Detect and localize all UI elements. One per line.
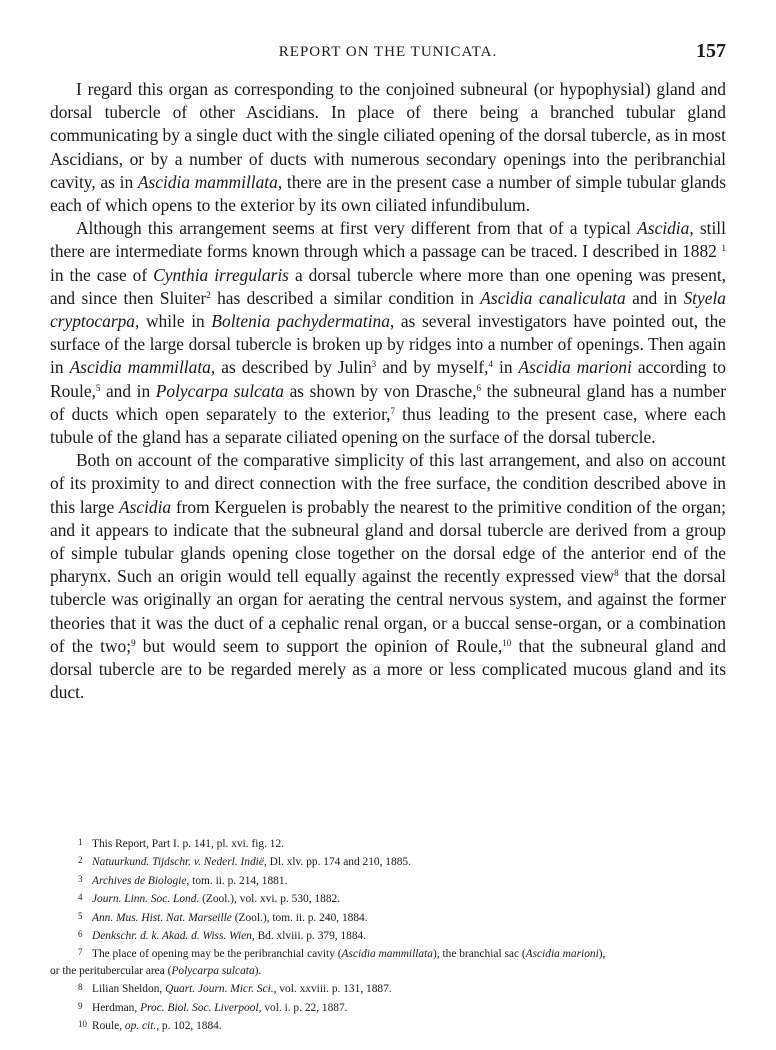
text-run: Although this arrangement seems at first very different from that of a typical (76, 218, 638, 239)
text-run: This Report, Part I. p. 141, pl. xvi. fig. 12. (92, 838, 285, 850)
text-run: that the subneural gland and dorsal tubercle are to be regarded merely as a more or less complicated mucous gland and its duct. (50, 635, 726, 703)
text-run: (Zool.), vol. xvi. p. 530, 1882. (199, 893, 341, 906)
italic-text: Ascidia canaliculata (480, 287, 626, 308)
footnote (50, 998, 726, 1016)
paragraph (50, 449, 726, 704)
italic-text: op. cit., (124, 1020, 160, 1033)
text-run: I regard this organ as corresponding to the conjoined subneural (or hypophysial) gland and dorsal tubercle of other Ascidians. In place of there being a branched tubular gland communicating by a single duct with the single ciliated opening of the dorsal tubercle, as in most Ascidians, or by a number of ducts with numerous secondary openings into the peribranchial cavity, as in (50, 79, 726, 192)
italic-text: Ascidia marioni (518, 357, 632, 378)
footnote-mark: 3 (78, 873, 83, 884)
text-run: p. 102, 1884. (159, 1020, 222, 1033)
text-run: in (492, 357, 519, 378)
text-run: but would seem to support the opinion of Roule, (135, 635, 503, 656)
text-run: as several investigators have pointed out, the surface of the large dorsal tubercle is broken up by ridges into a number of openings. Then again in (50, 311, 726, 378)
page-number: 157 (696, 40, 726, 62)
italic-text: Cynthia irregularis (153, 264, 289, 285)
italic-text: Quart. Journ. Micr. Sci., (165, 983, 277, 996)
footnote (50, 1016, 726, 1034)
text-run: while in (139, 311, 212, 332)
text-run: according to Roule, (50, 357, 726, 401)
footnote-mark: 2 (78, 855, 83, 866)
footnote-mark: 9 (78, 1000, 83, 1011)
text-run: has described a similar condition in (210, 287, 481, 308)
text-run: and by myself, (376, 357, 489, 378)
footnote-mark: 4 (78, 892, 83, 903)
text-run: thus leading to the present case, where each tubule of the gland has a separate ciliated opening on the surface of the dorsal tubercle. (50, 403, 726, 448)
text-run: Lilian Sheldon, (92, 983, 166, 996)
footnote-ref: 9 (131, 637, 136, 648)
text-run: ), the branchial sac ( (432, 948, 526, 961)
paragraph (50, 78, 726, 217)
text-run: as shown by von Drasche, (284, 380, 477, 401)
footnote (50, 852, 726, 870)
footnote-mark: 1 (78, 837, 83, 847)
text-run: as described by Julin (215, 357, 372, 378)
page-header (50, 40, 726, 66)
text-run: The place of opening may be the peribranchial cavity ( (92, 948, 342, 961)
text-run: Dl. xlv. pp. 174 and 210, 1885. (266, 856, 411, 869)
footnote (50, 963, 726, 979)
footnote-mark: 6 (78, 929, 83, 940)
paragraph (50, 217, 726, 449)
text-run: from Kerguelen is probably the nearest to the primitive condition of the organ; and it appears to indicate that the subneural gland and dorsal tubercle are derived from a group of simple tubular glands opening close together on the dorsal edge of the anterior end of the pharynx. Such an origin would tell equally against the recently expressed view (50, 496, 726, 587)
italic-text: Ascidia mammillata (341, 948, 433, 961)
italic-text: Polycarpa sulcata (155, 380, 284, 401)
footnote-mark: 8 (78, 982, 83, 993)
text-run: a dorsal tubercle where more than one opening was present, and since then Sluiter (50, 264, 727, 308)
text-run: in the case of (50, 264, 154, 285)
text-run: vol. xxviii. p. 131, 1887. (276, 983, 392, 996)
italic-text: Proc. Biol. Soc. Liverpool, (140, 1001, 262, 1014)
text-run: (Zool.), tom. ii. p. 240, 1884. (231, 911, 368, 924)
footnote-ref: 1 (721, 243, 726, 254)
text-run: ). (254, 964, 262, 977)
footnote-ref: 4 (488, 359, 493, 370)
footnote-mark: 7 (78, 947, 83, 958)
text-run: or the peritubercular area ( (50, 964, 172, 977)
text-run: Roule, (92, 1020, 125, 1033)
footnote-ref: 7 (390, 405, 396, 416)
text-run: Bd. xlviii. p. 379, 1884. (254, 930, 367, 943)
italic-text: Natuurkund. Tijdschr. v. Nederl. Indië, (92, 856, 267, 869)
italic-text: Boltenia pachydermatina, (211, 311, 395, 332)
footnote-ref: 6 (476, 382, 482, 393)
footnote (50, 908, 726, 926)
italic-text: Ascidia mammillata, (69, 357, 216, 378)
italic-text: Journ. Linn. Soc. Lond. (92, 893, 200, 906)
italic-text: Ascidia mammillata, (137, 171, 283, 192)
text-run: ), (598, 948, 606, 961)
italic-text: Ascidia, (637, 218, 694, 239)
footnote-ref: 3 (371, 359, 377, 370)
running-title: REPORT ON THE TUNICATA. (278, 44, 498, 60)
footnote (50, 944, 726, 962)
footnote (50, 979, 726, 997)
text-run: there are in the present case a number of simple tubular glands each of which opens to the exterior by its own ciliated infundibulum. (50, 171, 726, 216)
footnote (50, 889, 726, 907)
footnote-mark: 5 (78, 910, 83, 921)
footnotes (50, 834, 726, 1034)
italic-text: Ann. Mus. Hist. Nat. Marseille (92, 911, 232, 924)
text-run: Herdman, (92, 1001, 141, 1014)
footnote-ref: 8 (614, 568, 619, 579)
text-run: Both on account of the comparative simplicity of this last arrangement, and also on account of its proximity to and direct connection with the free surface, the condition described above in this large (50, 450, 726, 517)
text-run: the subneural gland has a number of ducts which open separately to the exterior, (50, 380, 726, 424)
body-text (50, 78, 726, 704)
italic-text: Denkschr. d. k. Akad. d. Wiss. Wien, (92, 930, 255, 943)
footnote (50, 871, 726, 889)
text-run: vol. i. p. 22, 1887. (261, 1001, 348, 1014)
footnote-mark: 10 (78, 1019, 87, 1030)
italic-text: Polycarpa sulcata (171, 964, 255, 977)
italic-text: Ascidia marioni (525, 948, 599, 961)
text-run: that the dorsal tubercle was originally an organ for aerating the central nervous system, and against the former theories that it was the duct of a cephalic renal organ, or a buccal sense-organ, or a combination of the two; (50, 566, 727, 656)
italic-text: Styela cryptocarpa, (50, 287, 726, 332)
italic-text: Archives de Biologie, (92, 874, 190, 887)
italic-text: Ascidia (118, 496, 172, 517)
text-run: still there are intermediate forms known through which a passage can be traced. I described in 1882 (50, 218, 726, 262)
text-run: and in (625, 287, 684, 308)
footnote (50, 834, 726, 852)
footnote (50, 926, 726, 944)
footnote-ref: 2 (206, 289, 211, 300)
text-run: and in (100, 380, 156, 401)
footnote-ref: 5 (95, 382, 101, 393)
footnote-ref: 10 (502, 637, 512, 648)
text-run: tom. ii. p. 214, 1881. (189, 874, 288, 887)
